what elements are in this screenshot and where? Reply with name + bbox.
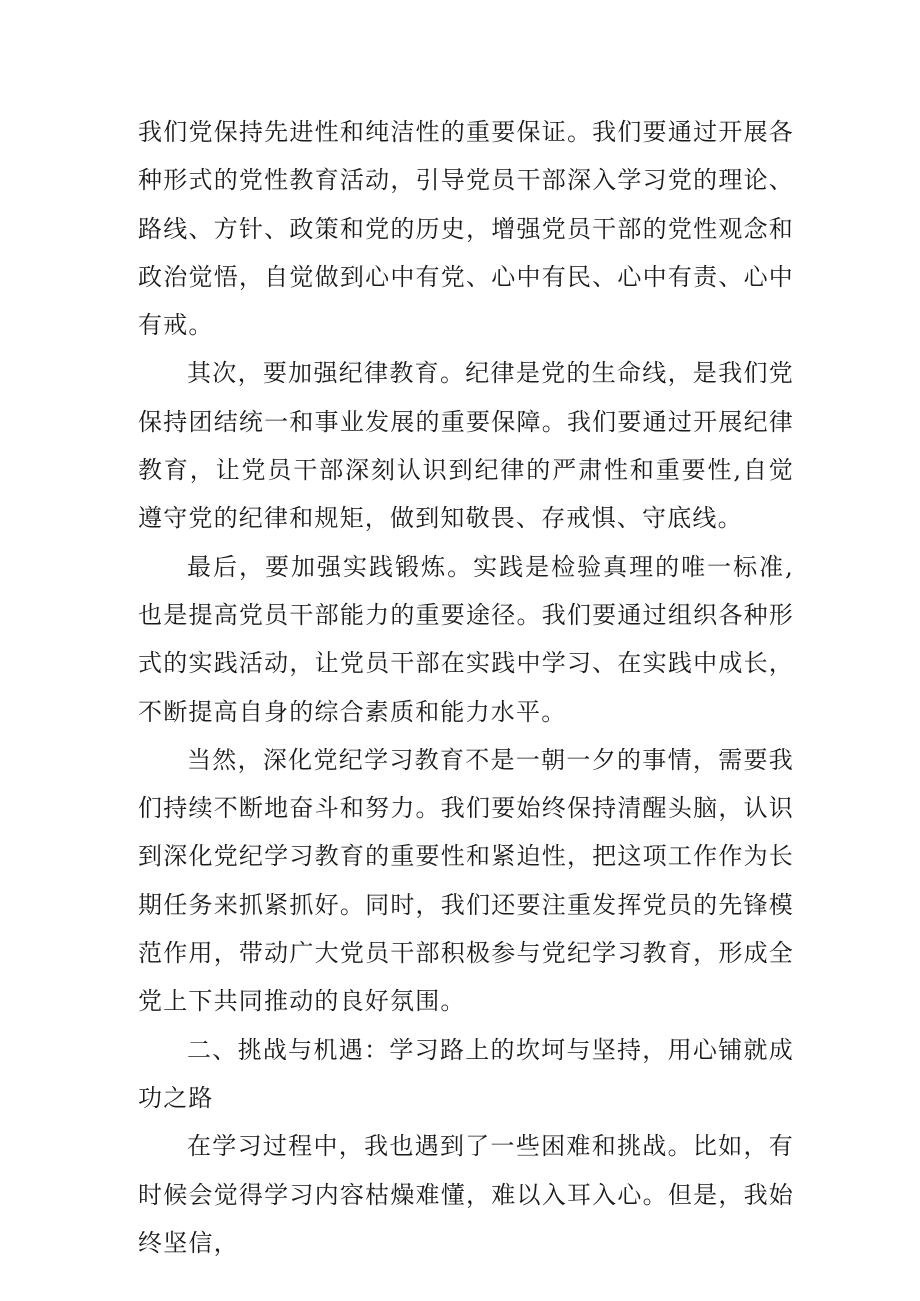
paragraph-discipline-education: 其次，要加强纪律教育。纪律是党的生命线，是我们党保持团结统一和事业发展的重要保障。我们要通过开展纪律教育，让党员干部深刻认识到纪律的严肃性和重要性,自觉遵守党的纪律和规矩，做到知敬畏、存戒惧、守底线。 [138, 359, 794, 533]
document-body [138, 108, 794, 1267]
section-heading-challenges: 二、挑战与机遇：学习路上的坎坷与坚持，用心铺就成功之路 [138, 1035, 794, 1112]
paragraph-continuation: 我们党保持先进性和纯洁性的重要保证。我们要通过开展各种形式的党性教育活动，引导党员干部深入学习党的理论、路线、方针、政策和党的历史，增强党员干部的党性观念和政治觉悟，自觉做到心中有党、心中有民、心中有责、心中有戒。 [138, 118, 794, 340]
paragraph-practice-training: 最后，要加强实践锻炼。实践是检验真理的唯一标准,也是提高党员干部能力的重要途径。我们要通过组织各种形式的实践活动，让党员干部在实践中学习、在实践中成长，不断提高自身的综合素质和能力水平。 [138, 552, 794, 726]
paragraph-learning-difficulties: 在学习过程中，我也遇到了一些困难和挑战。比如，有时候会觉得学习内容枯燥难懂，难以入耳入心。但是，我始终坚信， [138, 1132, 794, 1257]
paragraph-continuous-effort: 当然，深化党纪学习教育不是一朝一夕的事情，需要我们持续不断地奋斗和努力。我们要始终保持清醒头脑，认识到深化党纪学习教育的重要性和紧迫性，把这项工作作为长期任务来抓紧抓好。同时，我们还要注重发挥党员的先锋模范作用，带动广大党员干部积极参与党纪学习教育，形成全党上下共同推动的良好氛围。 [138, 745, 794, 1016]
